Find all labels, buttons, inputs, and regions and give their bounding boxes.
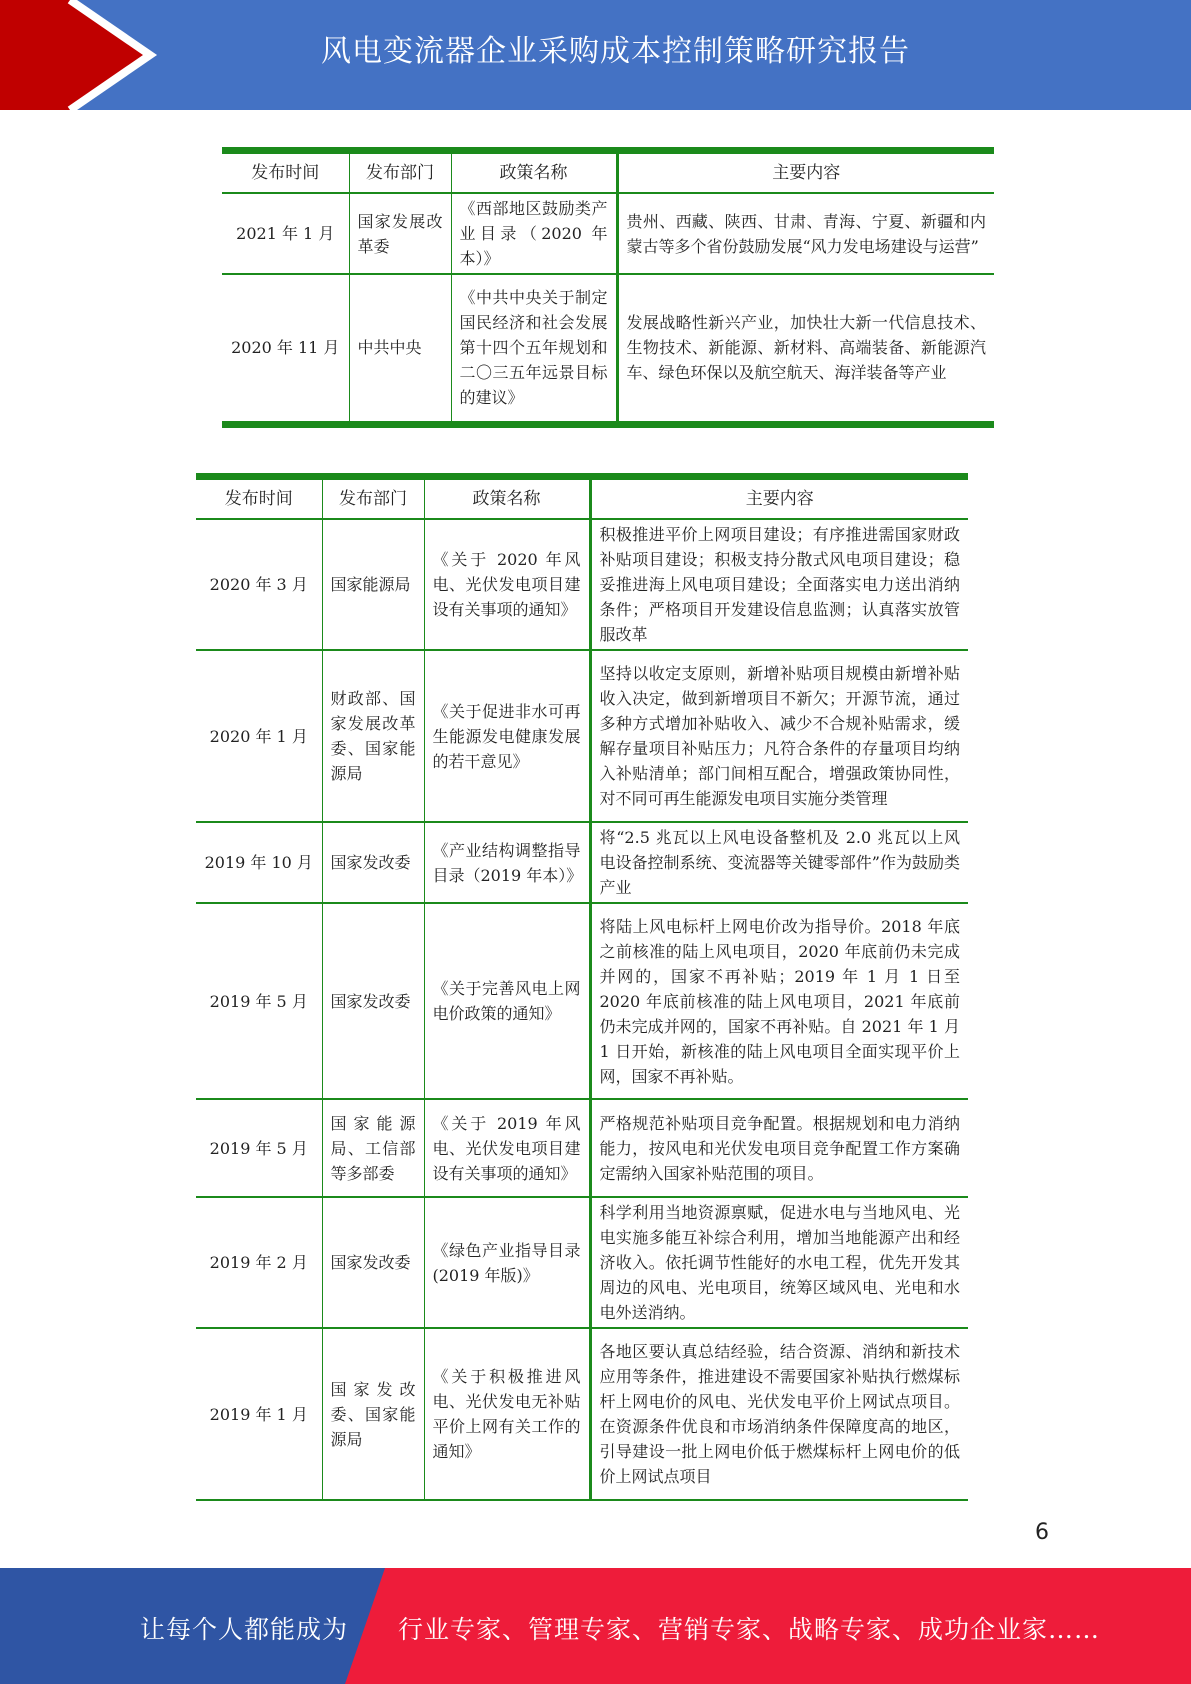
page-number: 6 bbox=[1035, 1520, 1049, 1545]
page-header bbox=[0, 0, 1191, 110]
table-row bbox=[196, 519, 968, 650]
cell-policy-name: 《关于积极推进风电、光伏发电无补贴平价上网有关工作的通知》 bbox=[424, 1328, 590, 1500]
cell-policy-name: 《关于 2020 年风电、光伏发电项目建设有关事项的通知》 bbox=[424, 519, 590, 650]
column-header-policy-name: 政策名称 bbox=[451, 151, 617, 194]
cell-policy-name: 《绿色产业指导目录(2019 年版)》 bbox=[424, 1197, 590, 1328]
cell-policy-name: 《西部地区鼓励类产业目录（2020 年本）》 bbox=[451, 193, 617, 274]
cell-date: 2019 年 2 月 bbox=[196, 1197, 322, 1328]
column-header-date: 发布时间 bbox=[222, 151, 349, 194]
cell-date: 2020 年 11 月 bbox=[222, 274, 349, 424]
cell-date: 2020 年 1 月 bbox=[196, 650, 322, 822]
page-footer bbox=[0, 1568, 1191, 1684]
cell-department: 国家能源局、工信部等多部委 bbox=[322, 1099, 424, 1197]
table-row bbox=[196, 650, 968, 822]
column-header-policy-name: 政策名称 bbox=[424, 477, 590, 520]
cell-content: 将陆上风电标杆上网电价改为指导价。2018 年底之前核准的陆上风电项目，2020 年底前仍未完成并网的，国家不再补贴；2019 年 1 月 1 日至 2020 年底前核准的陆上风电项目，2021 年底前仍未完成并网的，国家不再补贴。自 2021 年 1 月 1 日开始，新核准的陆上风电项目全面实现平价上网，国家不再补贴。 bbox=[590, 903, 968, 1099]
cell-department: 国家发展改革委 bbox=[349, 193, 451, 274]
cell-content: 坚持以收定支原则，新增补贴项目规模由新增补贴收入决定，做到新增项目不新欠；开源节流，通过多种方式增加补贴收入、减少不合规补贴需求，缓解存量项目补贴压力；凡符合条件的存量项目均纳入补贴清单；部门间相互配合，增强政策协同性，对不同可再生能源发电项目实施分类管理 bbox=[590, 650, 968, 822]
cell-policy-name: 《中共中央关于制定国民经济和社会发展第十四个五年规划和二〇三五年远景目标的建议》 bbox=[451, 274, 617, 424]
cell-content: 各地区要认真总结经验，结合资源、消纳和新技术应用等条件，推进建设不需要国家补贴执行燃煤标杆上网电价的风电、光伏发电平价上网试点项目。在资源条件优良和市场消纳条件保障度高的地区，引导建设一批上网电价低于燃煤标杆上网电价的低价上网试点项目 bbox=[590, 1328, 968, 1500]
column-header-department: 发布部门 bbox=[349, 151, 451, 194]
table-header-row bbox=[196, 477, 968, 520]
cell-date: 2019 年 5 月 bbox=[196, 1099, 322, 1197]
column-header-department: 发布部门 bbox=[322, 477, 424, 520]
cell-department: 中共中央 bbox=[349, 274, 451, 424]
cell-policy-name: 《关于完善风电上网电价政策的通知》 bbox=[424, 903, 590, 1099]
cell-date: 2019 年 1 月 bbox=[196, 1328, 322, 1500]
cell-policy-name: 《关于促进非水可再生能源发电健康发展的若干意见》 bbox=[424, 650, 590, 822]
cell-policy-name: 《产业结构调整指导目录（2019 年本）》 bbox=[424, 822, 590, 903]
cell-content: 严格规范补贴项目竞争配置。根据规划和电力消纳能力，按风电和光伏发电项目竞争配置工作方案确定需纳入国家补贴范围的项目。 bbox=[590, 1099, 968, 1197]
table-row bbox=[196, 822, 968, 903]
column-header-date: 发布时间 bbox=[196, 477, 322, 520]
table-header-row bbox=[222, 151, 994, 194]
cell-department: 国家发改委 bbox=[322, 822, 424, 903]
table-row bbox=[196, 1197, 968, 1328]
cell-content: 发展战略性新兴产业，加快壮大新一代信息技术、生物技术、新能源、新材料、高端装备、新能源汽车、绿色环保以及航空航天、海洋装备等产业 bbox=[617, 274, 994, 424]
table-row bbox=[196, 903, 968, 1099]
cell-department: 国家发改委、国家能源局 bbox=[322, 1328, 424, 1500]
cell-policy-name: 《关于 2019 年风电、光伏发电项目建设有关事项的通知》 bbox=[424, 1099, 590, 1197]
cell-department: 国家能源局 bbox=[322, 519, 424, 650]
cell-department: 财政部、国家发展改革委、国家能源局 bbox=[322, 650, 424, 822]
cell-content: 贵州、西藏、陕西、甘肃、青海、宁夏、新疆和内蒙古等多个省份鼓励发展“风力发电场建设与运营” bbox=[617, 193, 994, 274]
table-row bbox=[196, 1099, 968, 1197]
table-row bbox=[196, 1328, 968, 1500]
cell-content: 积极推进平价上网项目建设；有序推进需国家财政补贴项目建设；积极支持分散式风电项目建设；稳妥推进海上风电项目建设；全面落实电力送出消纳条件；严格项目开发建设信息监测；认真落实放管服改革 bbox=[590, 519, 968, 650]
cell-content: 将“2.5 兆瓦以上风电设备整机及 2.0 兆瓦以上风电设备控制系统、变流器等关键零部件”作为鼓励类产业 bbox=[590, 822, 968, 903]
policy-table-1 bbox=[222, 147, 994, 428]
cell-date: 2019 年 5 月 bbox=[196, 903, 322, 1099]
report-title: 风电变流器企业采购成本控制策略研究报告 bbox=[321, 34, 910, 69]
cell-date: 2019 年 10 月 bbox=[196, 822, 322, 903]
footer-slogan-left: 让每个人都能成为 bbox=[140, 1615, 349, 1644]
table-row bbox=[222, 274, 994, 424]
cell-department: 国家发改委 bbox=[322, 903, 424, 1099]
cell-content: 科学利用当地资源禀赋，促进水电与当地风电、光电实施多能互补综合利用，增加当地能源产出和经济收入。依托调节性能好的水电工程，优先开发其周边的风电、光电项目，统筹区域风电、光电和水电外送消纳。 bbox=[590, 1197, 968, 1328]
cell-department: 国家发改委 bbox=[322, 1197, 424, 1328]
table-row bbox=[222, 193, 994, 274]
cell-date: 2020 年 3 月 bbox=[196, 519, 322, 650]
column-header-content: 主要内容 bbox=[617, 151, 994, 194]
column-header-content: 主要内容 bbox=[590, 477, 968, 520]
policy-table-2 bbox=[196, 473, 968, 1501]
footer-slogan-right: 行业专家、管理专家、营销专家、战略专家、成功企业家…… bbox=[398, 1615, 1101, 1644]
cell-date: 2021 年 1 月 bbox=[222, 193, 349, 274]
